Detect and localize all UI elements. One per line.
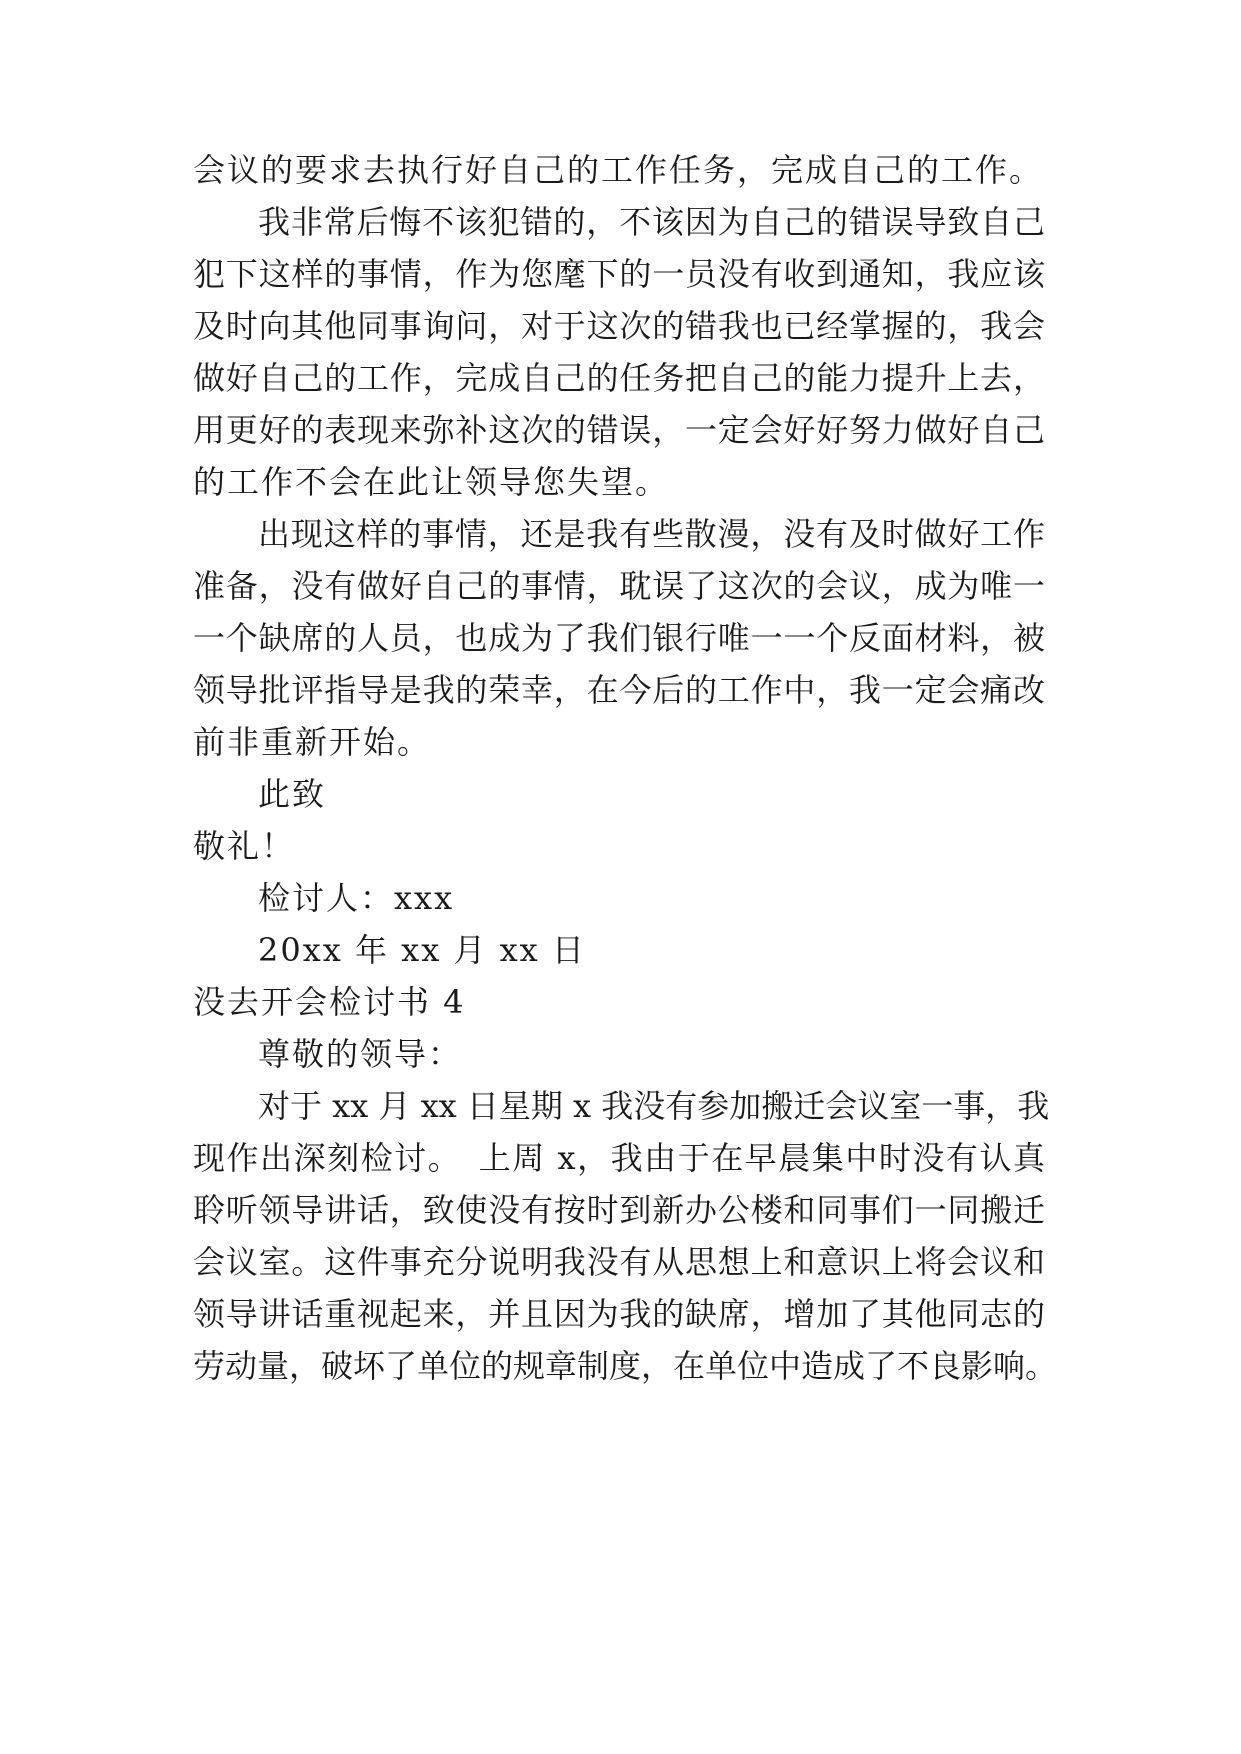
paragraph-line: 会议室。这件事充分说明我没有从思想上和意识上将会议和 <box>193 1243 1045 1281</box>
paragraph-line: 及时向其他同事询问，对于这次的错我也已经掌握的，我会 <box>193 307 1045 345</box>
paragraph-line: 现作出深刻检讨。 上周 x，我由于在早晨集中时没有认真 <box>193 1139 1045 1177</box>
paragraph-line: 用更好的表现来弥补这次的错误，一定会好好努力做好自己 <box>193 411 1045 449</box>
paragraph-line: 领导讲话重视起来，并且因为我的缺席，增加了其他同志的 <box>193 1295 1045 1333</box>
paragraph-line: 的工作不会在此让领导您失望。 <box>193 463 670 501</box>
paragraph-line: 前非重新开始。 <box>193 723 432 761</box>
paragraph-line: 出现这样的事情，还是我有些散漫，没有及时做好工作 <box>258 515 1045 553</box>
paragraph-line: 领导批评指导是我的荣幸，在今后的工作中，我一定会痛改 <box>193 671 1045 709</box>
paragraph-line: 聆听领导讲话，致使没有按时到新办公楼和同事们一同搬迁 <box>193 1191 1045 1229</box>
paragraph-line: 我非常后悔不该犯错的，不该因为自己的错误导致自己 <box>258 203 1045 241</box>
signature-author: 检讨人：xxx <box>258 879 455 917</box>
paragraph-line: 劳动量，破坏了单位的规章制度，在单位中造成了不良影响。 <box>193 1347 1058 1385</box>
section-title: 没去开会检讨书 4 <box>193 983 466 1021</box>
signature-date: 20xx 年 xx 月 xx 日 <box>258 931 586 969</box>
paragraph-line: 做好自己的工作，完成自己的任务把自己的能力提升上去， <box>193 359 1045 397</box>
paragraph-line: 犯下这样的事情，作为您麾下的一员没有收到通知，我应该 <box>193 255 1045 293</box>
paragraph-line: 准备，没有做好自己的事情，耽误了这次的会议，成为唯一 <box>193 567 1045 605</box>
closing-salutation: 此致 <box>258 775 327 813</box>
paragraph-line: 一个缺席的人员，也成为了我们银行唯一一个反面材料，被 <box>193 619 1045 657</box>
paragraph-line: 会议的要求去执行好自己的工作任务，完成自己的工作。 <box>193 151 1044 189</box>
closing-regards: 敬礼！ <box>193 827 296 865</box>
paragraph-line: 对于 xx 月 xx 日星期 x 我没有参加搬迁会议室一事，我 <box>258 1087 1050 1125</box>
greeting: 尊敬的领导： <box>258 1035 463 1073</box>
